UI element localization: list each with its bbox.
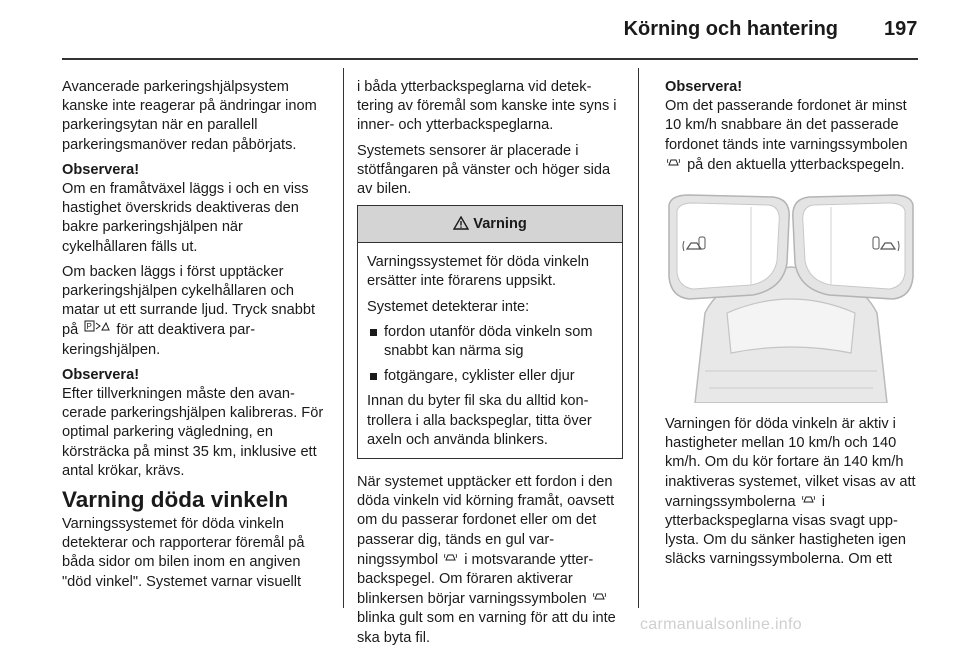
watermark: carmanualsonline.info: [640, 616, 802, 633]
note-text: Efter tillverkningen måste den avancerade parkeringshjälpen kalibreras. För optimal parkering vägledning, en körsträcka på minst 35 km, inklusive ett antal krökar, krävs.: [62, 386, 324, 479]
blind-spot-warning-icon: [444, 550, 458, 569]
warning-triangle-icon: [453, 216, 473, 232]
blind-spot-warning-icon: [593, 589, 607, 608]
warning-header: [358, 206, 622, 243]
paragraph-text: När systemet upptäcker ett fordon i den döda vinkeln vid körning framåt, oavsett om du passerar fordonet eller om det passerar dig, tänds en gul varningssymbol: [357, 474, 615, 568]
svg-text:P: P: [86, 322, 92, 332]
note-heading: Observera!: [665, 79, 743, 95]
paragraph: Avancerade parkeringshjälpsystem kanske inte reagerar på ändringar inom parkeringsytan när en parallell parkeringsmanöver redan påbörjats.: [62, 79, 317, 153]
paragraph: [665, 415, 920, 570]
side-mirror-warning-illustration: [665, 193, 917, 403]
paragraph: [62, 263, 328, 360]
paragraph-text: Om backen läggs i först upptäcker parkeringshjälpen cykelhållaren och matar ut ett surrande ljud. Tryck snabbt på: [62, 263, 316, 339]
paragraph-text: för att deaktivera parkeringshjälpen.: [62, 322, 256, 358]
header-divider: [62, 58, 918, 60]
paragraph: Varningssystemet för döda vinkeln detekterar och rapporterar föremål på båda sidor om bilen inom en angiven "död vinkel". Systemet varnar visuellt: [62, 516, 305, 590]
blind-spot-warning-icon: [802, 492, 816, 511]
paragraph-text: Om det passerande fordonet är minst 10 km/h snabbare än det passerade fordonet tänds inte varningssymbolen: [665, 98, 908, 153]
column-divider: [343, 68, 344, 608]
warning-text: Varningssystemet för döda vinkeln ersätter inte förarens uppsikt.: [367, 254, 589, 290]
paragraph: [357, 473, 623, 648]
list-item: fordon utanför döda vinkeln som snabbt kan närma sig: [367, 323, 615, 361]
page-header-title: Körning och hantering: [623, 18, 838, 40]
warning-body: [358, 243, 622, 458]
note-text: Om en framåtväxel läggs i och en viss hastighet överskrids deaktiveras den bakre parkeringshjälpen när cykelhållaren fälls ut.: [62, 181, 309, 255]
column-divider: [638, 68, 639, 608]
note-heading: Observera!: [62, 161, 140, 178]
note-text: [665, 97, 920, 175]
paragraph-text: Varningen för döda vinkeln är aktiv i hastigheter mellan 10 km/h och 140 km/h. Om du kör fortare än 140 km/h inaktiveras systemet, vilket visas av att varningssymbolerna: [665, 416, 916, 510]
blind-spot-warning-icon: [667, 155, 681, 174]
warning-text: Systemet detekterar inte:: [367, 298, 530, 315]
paragraph-text: blinka gult som en varning för att du inte ska byta fil.: [357, 610, 616, 646]
page-number: 197: [884, 18, 918, 40]
paragraph-text: på den aktuella ytterbackspegeln.: [687, 156, 905, 173]
parking-assist-button-icon: [84, 320, 110, 339]
warning-list: [367, 323, 615, 387]
section-title: Varning döda vinkeln: [62, 487, 289, 513]
paragraph-text: i ytterbackspeglarna visas svagt upplysta. Om du sänker hastigheten igen släcks varningssymbolerna. Om ett: [665, 493, 906, 568]
warning-text: Innan du byter fil ska du alltid kontrollera i alla backspeglar, titta över axeln och använda blinkers.: [367, 393, 592, 448]
warning-title: Varning: [473, 216, 527, 233]
column-3: [665, 78, 920, 576]
column-1: [62, 78, 328, 598]
list-item: fotgängare, cyklister eller djur: [367, 367, 615, 386]
note-heading: Observera!: [62, 366, 140, 383]
paragraph: Systemets sensorer är placerade i stötfångaren på vänster och höger sida av bilen.: [357, 142, 611, 198]
paragraph-text: i motsvarande ytterbackspegel. Om föraren aktiverar blinkersen börjar varningssymbolen: [357, 551, 594, 608]
paragraph: i båda ytterbackspeglarna vid detektering av föremål som kanske inte syns i inner- och ytterbackspeglarna.: [357, 79, 617, 134]
warning-box: [357, 205, 623, 459]
column-2: [357, 78, 623, 654]
